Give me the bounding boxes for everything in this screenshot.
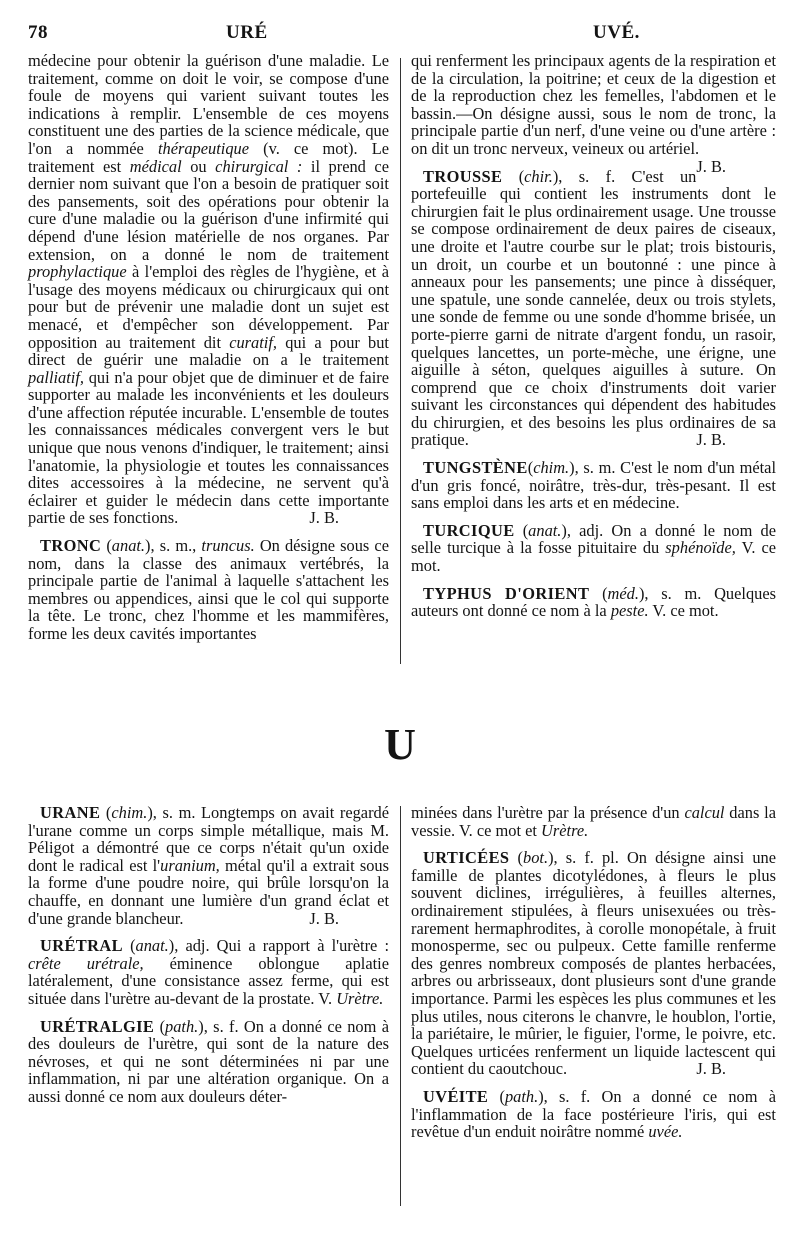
- entry-typhus-d-orient: TYPHUS D'ORIENT (méd.), s. m. Quelques auteurs ont donné ce nom à la peste. V. ce mot.: [411, 583, 777, 621]
- bottom-right-column: [411, 804, 776, 1141]
- headword: URANE: [40, 803, 101, 822]
- running-head: [28, 22, 778, 44]
- entry-turcique: TURCIQUE (anat.), adj. On a donné le nom de selle turcique à la fosse pituitaire du sphénoïde, V. ce mot.: [411, 520, 776, 576]
- top-right-column: [411, 52, 776, 620]
- headword: UVÉITE: [423, 1086, 489, 1106]
- page-number: 78: [28, 22, 48, 43]
- author-signature: J. B.: [696, 1059, 726, 1079]
- headword: TURCIQUE: [423, 520, 515, 540]
- author-signature: J. B.: [309, 908, 339, 928]
- section-letter: U: [384, 720, 416, 769]
- headword: TRONC: [40, 536, 102, 556]
- right-running-head: UVÉ.: [593, 22, 640, 43]
- headword: URTICÉES: [423, 848, 510, 868]
- entry-urticees: URTICÉES (bot.), s. f. pl. On désigne ainsi une famille de plantes dicotylédones, à fleurs le plus souvent diclines, irrégulières, à feuilles alternes, ordinairement stipulées, à fleurs unisexuées ou très-rarement hermaphrodites, à corolle monopétale, à fruit monosperme, sec ou pulpeux. Cette famille renferme des genres nombreux composés de plantes herbacées, arbres ou arbrisseaux, dont plusieurs sont d'une grande importance. Parmi les espèces les plus communes et les plus utiles, nous citerons le chanvre, le houblon, l'ortie, la pariétaire, le mûrier, le figuier, l'orme, le poivre, etc. Quelques urticées renferment un liquide lactescent qui contient du caoutchouc. J. B.: [411, 848, 776, 1079]
- left-running-head: URÉ: [226, 22, 268, 43]
- top-left-column: [28, 52, 389, 643]
- uretralgie-continuation: minées dans l'urètre par la présence d'un calcul dans la vessie. V. ce mot et Urètre.: [411, 803, 776, 840]
- bottom-left-column: [28, 804, 389, 1106]
- headword: TYPHUS D'ORIENT: [423, 583, 590, 603]
- entry-tronc: TRONC (anat.), s. m., truncus. On désigne sous ce nom, dans la classe des animaux vertébrés, la principale partie de l'animal à laquelle s'attachent les membres ou appendices, ainsi que le col qui supporte la tête. Le tronc, chez l'homme et les mammifères, forme les deux cavités importantes: [28, 536, 389, 643]
- traitement-continuation: médecine pour obtenir la guérison d'une maladie. Le traitement, comme on doit le voir, se compose d'une foule de moyens qui varient suivant toutes les indications à remplir. L'ensemble de ces moyens constituent une des parties de la science médicale, que l'on a nommée thérapeutique (v. ce mot). Le traitement est médical ou chirurgical : il prend ce dernier nom suivant que l'on a besoin de pratiquer soit des pansements, soit des opérations pour obtenir la cure d'une maladie ou la guérison d'une infirmité qui dépend d'une lésion matérielle de nos organes. Par extension, on a donné le nom de traitement prophylactique à l'emploi des règles de l'hygiène, et à l'usage des moyens médicaux ou chirurgicaux qui ont pour but de prévenir une maladie dont un sujet est menacé, et d'empêcher son développement. Par opposition au traitement dit curatif, qui a pour but direct de guérir une maladie on a le traitement palliatif, qui n'a pour objet que de diminuer et de faire supporter au malade les inconvénients et les douleurs d'une affection réputée incurable. L'ensemble de toutes les connaissances médicales convergent vers le but unique que nous venons d'indiquer, le traitement; ainsi l'anatomie, la physiologie et toutes les connaissances dites accessoires à la médecine, ne servent qu'à éclairer et guider le médecin dans cette importante partie de ses fonctions. J. B.: [28, 51, 390, 528]
- author-signature: J. B.: [696, 156, 726, 176]
- entry-urane: URANE (chim.), s. m. Longtemps on avait regardé l'urane comme un corps simple métallique, mais M. Péligot a démontré que ce corps n'était qu'un oxide dont le radical est l'uranium, métal qu'il a extrait sous la forme d'une poudre noire, qui brûle lorsqu'on la chauffe, en donnant une lumière d'un grand éclat et d'une grande blancheur. J. B.: [28, 803, 389, 928]
- tronc-continuation: qui renferment les principaux agents de la respiration et de la circulation, la poitrine; et ceux de la digestion et de la reproduction chez les femelles, l'abdomen et le bassin.—On désigne aussi, sous le nom de tronc, la principale partie d'un nerf, d'une veine ou d'une artère : on dit un tronc nerveux, veineux ou artériel. J. B.: [411, 51, 777, 176]
- entry-uveite: UVÉITE (path.), s. f. On a donné ce nom à l'inflammation de la face postérieure l'iris, qui est revêtue d'un enduit noirâtre nommé uvée.: [411, 1086, 776, 1142]
- entry-trousse: TROUSSE (chir.), s. f. C'est un portefeuille qui contient les instruments dont le chirurgien fait le plus ordinairement usage. Une trousse se compose ordinairement de deux paires de ciseaux, une droite et l'autre courbe sur le plat; trois bistouris, un droit, un courbe et un boutonné : une pince à anneaux pour les pansements; une pince à disséquer, une spatule, une sonde cannelée, deux ou trois stylets, une sonde de femme ou une sonde d'homme brisée, un porte-pierre garni de nitrate d'argent fondu, un rasoir, quelques lancettes, un porte-mèche, une érigne, une aiguille à séton, quelques aiguilles à suture. On comprend que ce choix d'instruments doit varier suivant les circonstances qui dépendent des habitudes du chirurgien, et des besoins les plus ordinaires de sa pratique. J. B.: [411, 166, 776, 450]
- headword: URÉTRALGIE: [40, 1016, 155, 1036]
- headword: TUNGSTÈNE: [423, 458, 528, 478]
- author-signature: J. B.: [309, 508, 339, 528]
- headword: TROUSSE: [423, 166, 503, 186]
- column-rule: [400, 58, 401, 664]
- column-rule: [400, 806, 401, 1206]
- entry-uretral: URÉTRAL (anat.), adj. Qui a rapport à l'urètre : crête urétrale, éminence oblongue aplatie latéralement, d'une consistance assez ferme, qui est située dans l'urètre au-devant de la prostate. V. Urètre.: [28, 936, 389, 1008]
- entry-uretralgie: URÉTRALGIE (path.), s. f. On a donné ce nom à des douleurs de l'urètre, qui sont de la nature des névroses, et qui ne sont déterminées ni par une inflammation, ni par une altération organique. On a aussi donné ce nom aux douleurs déter-: [28, 1016, 389, 1106]
- headword: URÉTRAL: [40, 936, 123, 956]
- author-signature: J. B.: [696, 430, 726, 450]
- entry-tungstene: TUNGSTÈNE(chim.), s. m. C'est le nom d'un métal d'un gris foncé, noirâtre, très-dur, très-pesant. Il est sans emploi dans les arts et en médecine.: [411, 458, 776, 513]
